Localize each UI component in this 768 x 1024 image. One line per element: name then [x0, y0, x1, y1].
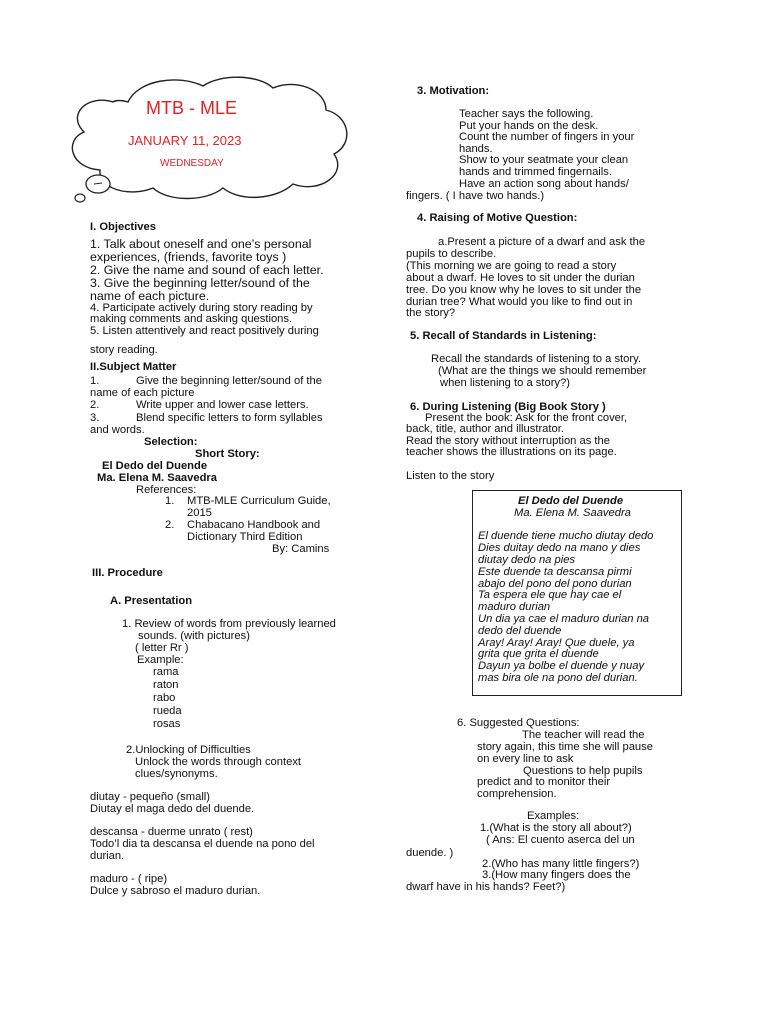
review-line-2: sounds. (with pictures) [138, 630, 250, 642]
reference-2-line-2: Dictionary Third Edition [187, 531, 303, 543]
recall-standards-heading: 5. Recall of Standards in Listening: [410, 330, 597, 342]
during-listening-line: back, title, author and illustrator. [406, 423, 564, 435]
story-line: El duende tiene mucho diutay dedo [478, 530, 654, 542]
example-question-1: 1.(What is the story all about?) [480, 822, 632, 834]
page-title: MTB - MLE [146, 98, 238, 118]
during-listening-line: Present the book: Ask for the front cover, [425, 412, 628, 424]
suggested-questions-line: on every line to ask [477, 753, 574, 765]
diutay-sentence: Diutay el maga dedo del duende. [90, 803, 255, 815]
reference-by: By: Camins [272, 543, 330, 555]
suggested-questions-line: story again, this time she will pause [477, 741, 653, 753]
motivation-heading: 3. Motivation: [417, 85, 490, 97]
motivation-line: hands and trimmed fingernails. [459, 166, 612, 178]
subject-2-number: 2. [90, 399, 100, 411]
lesson-day: WEDNESDAY [160, 158, 224, 169]
subject-1-line-1: Give the beginning letter/sound of the [136, 375, 322, 387]
unlocking-line-1: 2.Unlocking of Difficulties [126, 744, 251, 756]
word-item: rueda [153, 705, 182, 717]
example-answer-1-line-2: duende. ) [406, 847, 454, 859]
story-line: Ta espera ele que hay cae el [478, 589, 622, 601]
example-question-2: 2.(Who has many little fingers?) [482, 858, 640, 870]
subject-1-number: 1. [90, 375, 100, 387]
presentation-heading: A. Presentation [110, 595, 193, 607]
story-line: abajo del pono del pono durian [478, 578, 632, 590]
subject-3-line-2: and words. [90, 424, 145, 436]
story-line: Dies duitay dedo na mano y dies [478, 542, 641, 554]
suggested-questions-line: comprehension. [477, 788, 557, 800]
motive-question-line: pupils to describe. [406, 248, 497, 260]
motivation-line: fingers. ( I have two hands.) [406, 190, 545, 202]
descansa-definition: descansa - duerme unrato ( rest) [90, 826, 253, 838]
story-line: dedo del duende [478, 625, 562, 637]
objective-3-line-1: 3. Give the beginning letter/sound of the [90, 276, 310, 290]
motive-question-line: tree. Do you know why he loves to sit under the [406, 284, 642, 296]
motive-question-line: the story? [406, 307, 456, 319]
story-line: Este duende ta descansa pirmi [478, 566, 632, 578]
word-item: raton [153, 679, 179, 691]
suggested-questions-line: predict and to monitor their [477, 776, 611, 788]
story-line: Dayun ya bolbe el duende y nuay [478, 660, 645, 672]
word-item: rosas [153, 718, 181, 730]
suggested-questions-heading: 6. Suggested Questions: [457, 717, 580, 729]
example-question-3-line-2: dwarf have in his hands? Feet?) [406, 881, 566, 893]
story-line: mas bira ole na pono del durian. [478, 672, 638, 684]
objective-1-line-1: 1. Talk about oneself and one’s personal [90, 237, 312, 251]
objective-1-line-2: experiences, (friends, favorite toys ) [90, 250, 287, 264]
subject-2: Write upper and lower case letters. [136, 399, 309, 411]
subject-3-number: 3. [90, 412, 100, 424]
reference-2-line-1: Chabacano Handbook and [187, 519, 321, 531]
during-listening-line: teacher shows the illustrations on its page. [406, 446, 617, 458]
story-line: Aray! Aray! Aray! Que duele, ya [478, 637, 635, 649]
motivation-line: Put your hands on the desk. [459, 120, 599, 132]
short-story-label: Short Story: [195, 448, 260, 460]
unlocking-line-2: Unlock the words through context [135, 756, 302, 768]
objective-2: 2. Give the name and sound of each letter. [90, 263, 324, 277]
references-label: References: [136, 484, 197, 496]
motive-question-line: about a dwarf. He loves to sit under the durian [406, 272, 635, 284]
reference-1-line-2: 2015 [187, 507, 212, 519]
motive-question-line: durian tree? What would you like to find out in [406, 296, 633, 308]
objective-4-line-1: 4. Participate actively during story reading by [90, 302, 313, 314]
descansa-sentence-line-1: Todo’l dia ta descansa el duende na pono del [90, 838, 315, 850]
example-question-3-line-1: 3.(How many fingers does the [482, 869, 631, 881]
story-box-author: Ma. Elena M. Saavedra [514, 507, 631, 519]
motivation-line: Count the number of fingers in your [459, 131, 635, 143]
story-box-title: El Dedo del Duende [518, 495, 624, 507]
story-line: Un dia ya cae el maduro durian na [478, 613, 650, 625]
objectives-heading: I. Objectives [90, 221, 156, 233]
suggested-questions-line: Questions to help pupils [523, 765, 643, 777]
diutay-definition: diutay - pequeño (small) [90, 791, 211, 803]
selection-label: Selection: [144, 436, 198, 448]
example-label: Example: [137, 654, 184, 666]
motive-question-heading: 4. Raising of Motive Question: [417, 212, 578, 224]
example-answer-1-line-1: ( Ans: El cuento aserca del un [486, 834, 635, 846]
story-line: grita que grita el duende [478, 648, 599, 660]
review-line-3: ( letter Rr ) [135, 642, 189, 654]
word-item: rama [153, 666, 179, 678]
objective-5-line-2: story reading. [90, 344, 158, 356]
subject-3-line-1: Blend specific letters to form syllables [136, 412, 323, 424]
story-line: maduro durian [478, 601, 551, 613]
subject-1-line-2: name of each picture [90, 387, 195, 399]
objective-3-line-2: name of each picture. [90, 289, 210, 303]
subject-matter-heading: II.Subject Matter [90, 361, 177, 373]
motivation-line: Have an action song about hands/ [459, 178, 629, 190]
word-item: rabo [153, 692, 176, 704]
during-listening-heading: 6. During Listening (Big Book Story ) [410, 401, 606, 413]
lesson-date: JANUARY 11, 2023 [128, 133, 242, 148]
during-listening-line: Read the story without interruption as the [406, 435, 610, 447]
motivation-line: Show to your seatmate your clean [459, 154, 629, 166]
motivation-line: hands. [459, 143, 493, 155]
story-title: El Dedo del Duende [102, 460, 208, 472]
procedure-heading: III. Procedure [92, 567, 163, 579]
objective-5-line-1: 5. Listen attentively and react positively during [90, 325, 319, 337]
maduro-sentence: Dulce y sabroso el maduro durian. [90, 885, 261, 897]
review-line-1: 1. Review of words from previously learned [122, 618, 336, 630]
reference-1-number: 1. [165, 495, 175, 507]
objective-4-line-2: making comments and asking questions. [90, 313, 293, 325]
suggested-questions-line: The teacher will read the [522, 729, 645, 741]
recall-line: (What are the things we should remember [438, 365, 647, 377]
descansa-sentence-line-2: durian. [90, 850, 125, 862]
unlocking-line-3: clues/synonyms. [135, 768, 218, 780]
story-author: Ma. Elena M. Saavedra [97, 472, 218, 484]
motive-question-line: (This morning we are going to read a story [406, 260, 617, 272]
recall-line: when listening to a story?) [440, 377, 570, 389]
examples-label: Examples: [527, 810, 580, 822]
maduro-definition: maduro - ( ripe) [90, 873, 168, 885]
recall-line: Recall the standards of listening to a story. [431, 353, 641, 365]
story-line: diutay dedo na pies [478, 554, 576, 566]
motive-question-line: a.Present a picture of a dwarf and ask the [438, 236, 646, 248]
reference-1-line-1: MTB-MLE Curriculum Guide, [187, 495, 331, 507]
motivation-line: Teacher says the following. [459, 108, 594, 120]
listen-to-story: Listen to the story [406, 470, 495, 482]
reference-2-number: 2. [165, 519, 175, 531]
